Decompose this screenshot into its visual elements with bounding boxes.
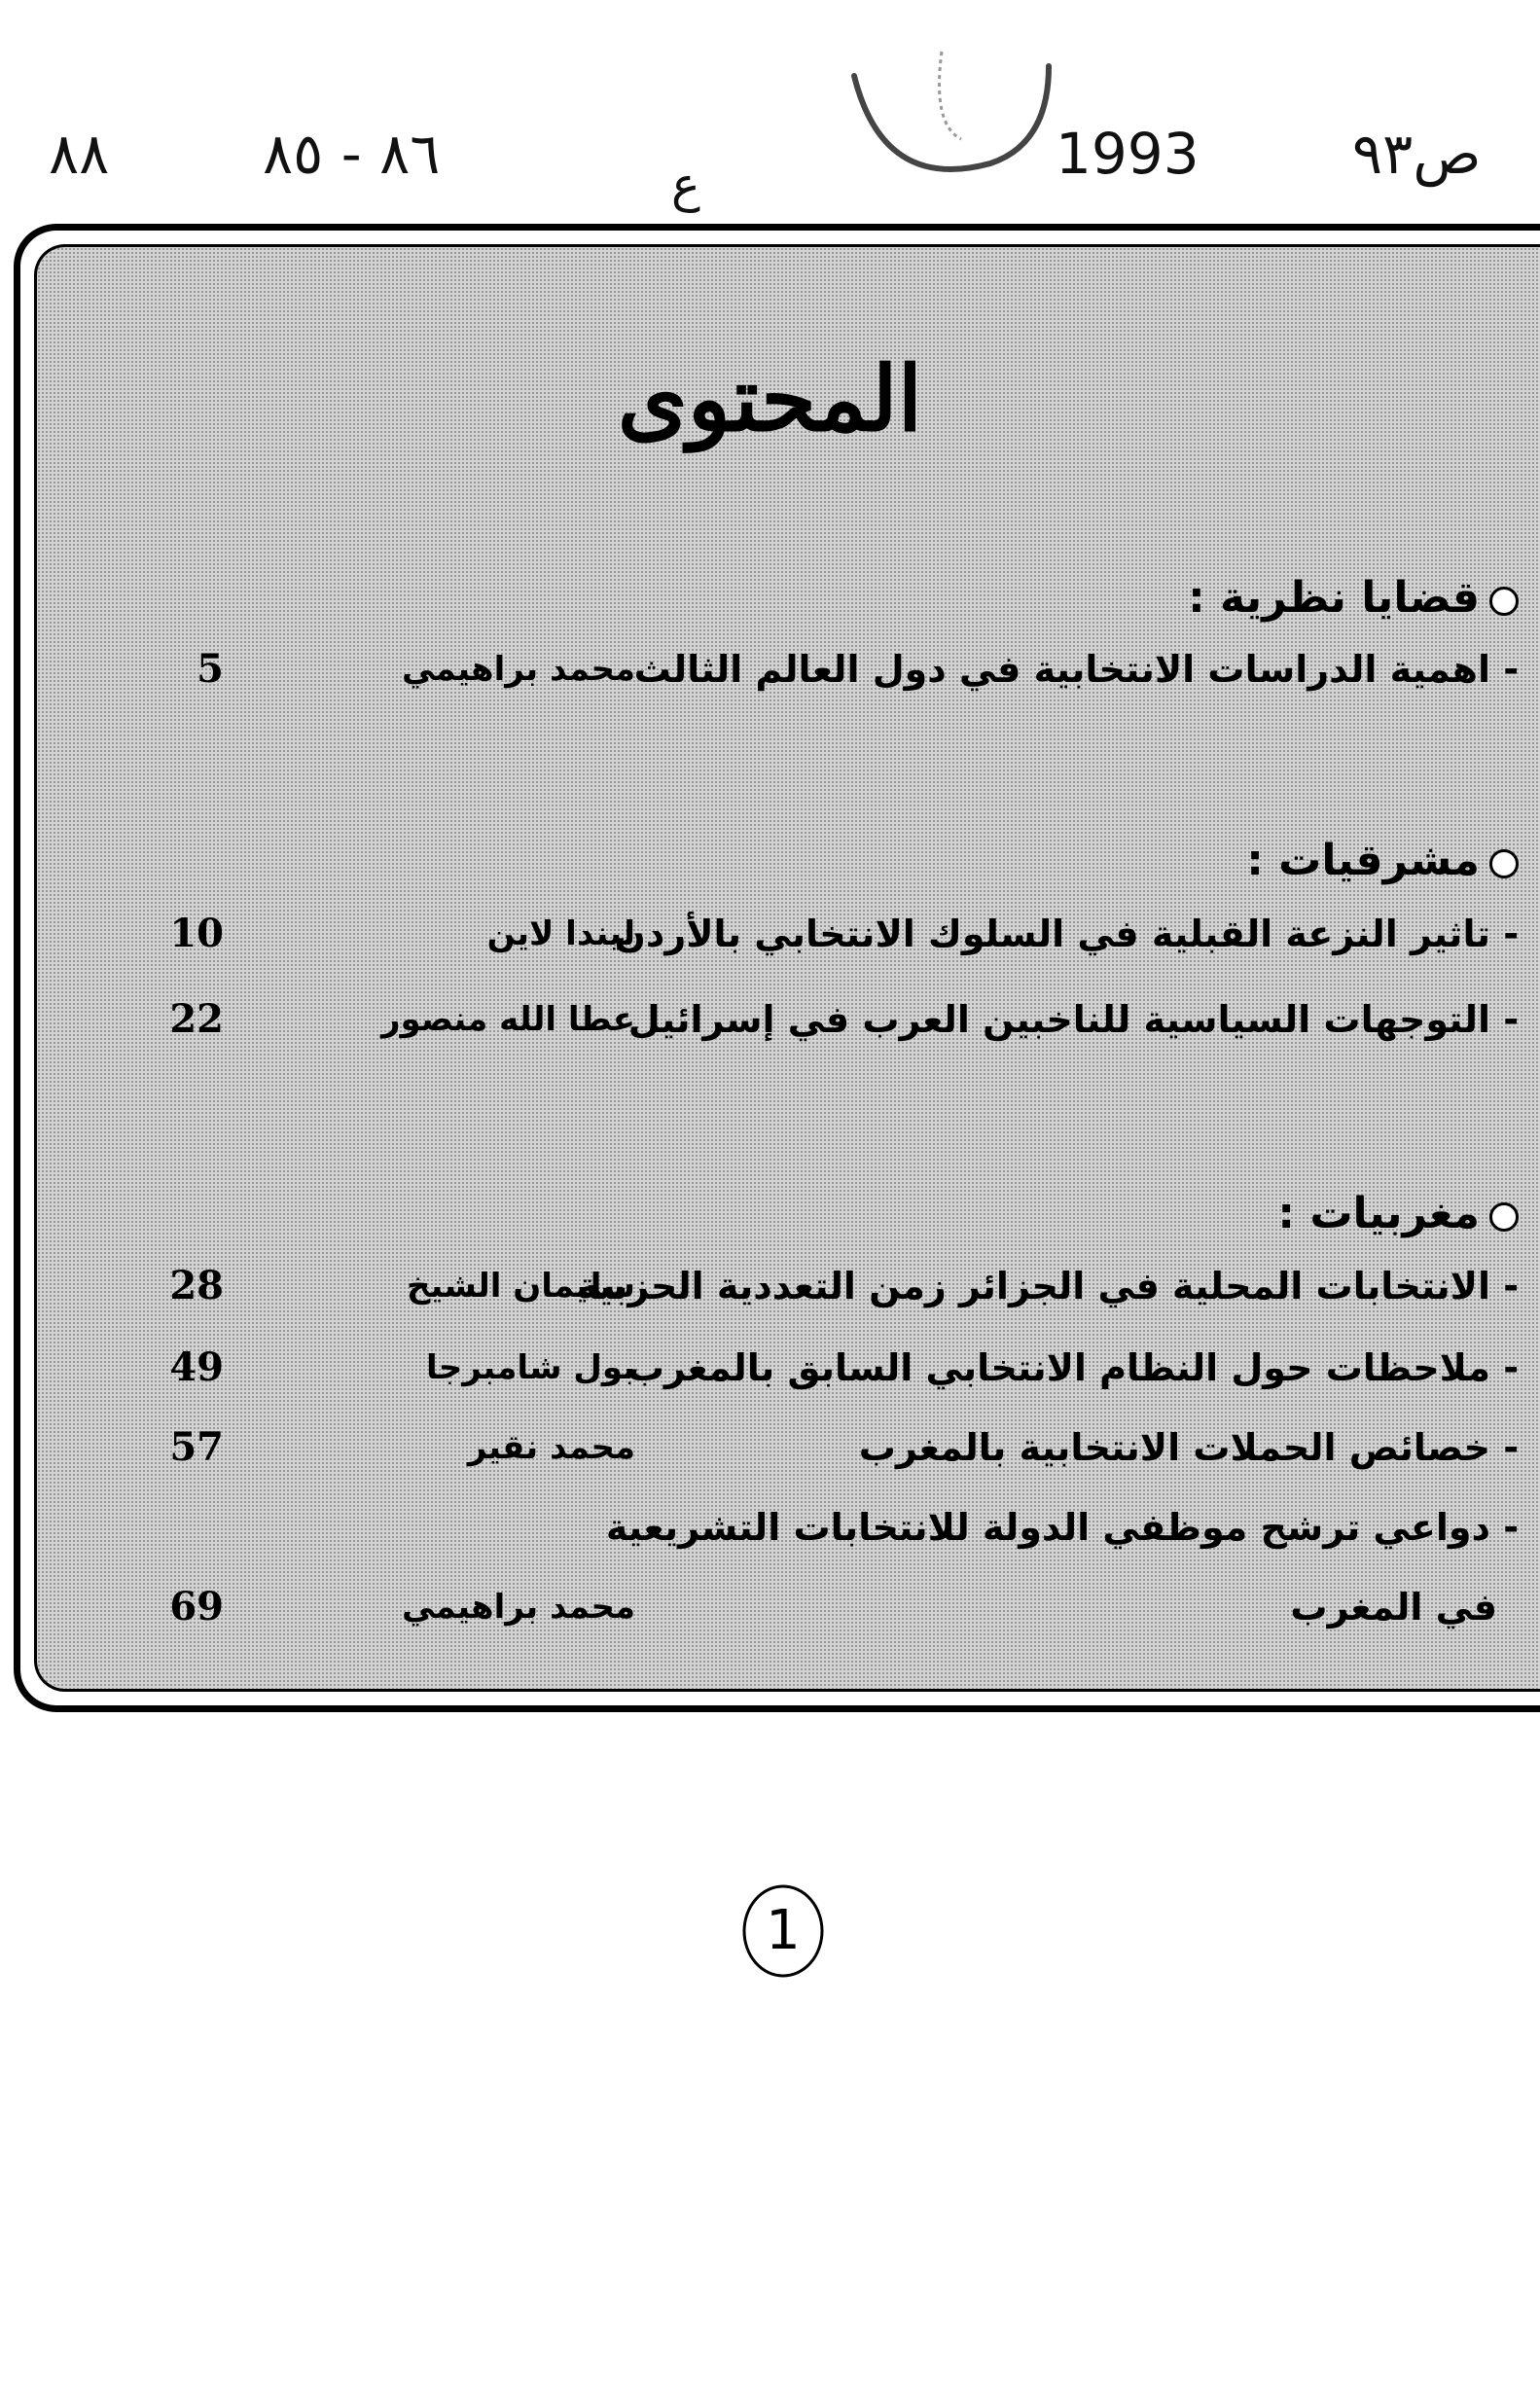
entry-title: - تاثير النزعة القبلية في السلوك الانتخابي بالأردن bbox=[614, 913, 1519, 955]
section-label: مغربيات : bbox=[1277, 1189, 1480, 1238]
entry-title: في المغرب bbox=[1290, 1586, 1497, 1629]
entry-author: محمد براهيمي bbox=[401, 1588, 635, 1627]
entry-page: 49 bbox=[169, 1344, 224, 1390]
section-heading bbox=[1188, 569, 1519, 627]
entry-title: - اهمية الدراسات الانتخابية في دول العالم الثالث bbox=[633, 648, 1519, 691]
toc-title: المحتوى bbox=[617, 346, 923, 451]
entry-author: محمد نقير bbox=[467, 1428, 635, 1467]
circle-bullet-icon bbox=[1489, 1202, 1519, 1232]
entry-author: بول شامبرجا bbox=[426, 1348, 635, 1387]
circle-bullet-icon bbox=[1489, 849, 1519, 878]
header-left-number: ٨٨ bbox=[49, 121, 110, 187]
section-label: قضايا نظرية : bbox=[1188, 573, 1480, 623]
page-folio bbox=[739, 1882, 827, 1980]
toc-entry[interactable] bbox=[0, 905, 1540, 963]
toc-entry[interactable] bbox=[0, 640, 1540, 698]
entry-page: 5 bbox=[197, 646, 224, 692]
header-mark: ع bbox=[671, 157, 700, 213]
section-heading bbox=[1277, 1185, 1519, 1243]
toc-entry[interactable] bbox=[0, 1578, 1540, 1636]
entry-title: - التوجهات السياسية للناخبين العرب في إسرائيل bbox=[627, 998, 1519, 1041]
toc-entry[interactable] bbox=[0, 1257, 1540, 1315]
entry-author: عطا الله منصور bbox=[380, 1000, 635, 1039]
entry-author: محمد براهيمي bbox=[401, 650, 635, 689]
entry-page: 10 bbox=[169, 911, 224, 956]
entry-title: - خصائص الحملات الانتخابية بالمغرب bbox=[858, 1426, 1519, 1469]
entry-page: 28 bbox=[169, 1263, 224, 1308]
header-year: 1993 bbox=[1056, 121, 1200, 187]
entry-page: 22 bbox=[169, 996, 224, 1042]
entry-page: 69 bbox=[169, 1584, 224, 1629]
entry-page: 57 bbox=[169, 1424, 224, 1470]
header-issue: ص٩٣ bbox=[1352, 121, 1482, 187]
toc-entry[interactable] bbox=[0, 1339, 1540, 1397]
entry-author: سليمان الشيخ bbox=[406, 1267, 635, 1306]
toc-entry[interactable] bbox=[0, 1498, 1540, 1557]
entry-author: ليندا لاين bbox=[486, 914, 635, 953]
circle-bullet-icon bbox=[1489, 587, 1519, 616]
section-label: مشرقيات : bbox=[1246, 836, 1480, 885]
folio-number: 1 bbox=[766, 1899, 801, 1962]
entry-title: - الانتخابات المحلية في الجزائر زمن التعددية الحزبية bbox=[576, 1265, 1519, 1307]
section-heading bbox=[1246, 832, 1519, 890]
entry-title: - ملاحظات حول النظام الانتخابي السابق بالمغرب bbox=[627, 1346, 1519, 1389]
header-pages: ٨٦ - ٨٥ bbox=[263, 121, 441, 187]
entry-title: - دواعي ترشح موظفي الدولة للانتخابات التشريعية bbox=[605, 1506, 1519, 1549]
toc-entry[interactable] bbox=[0, 990, 1540, 1049]
toc-entry[interactable] bbox=[0, 1418, 1540, 1477]
